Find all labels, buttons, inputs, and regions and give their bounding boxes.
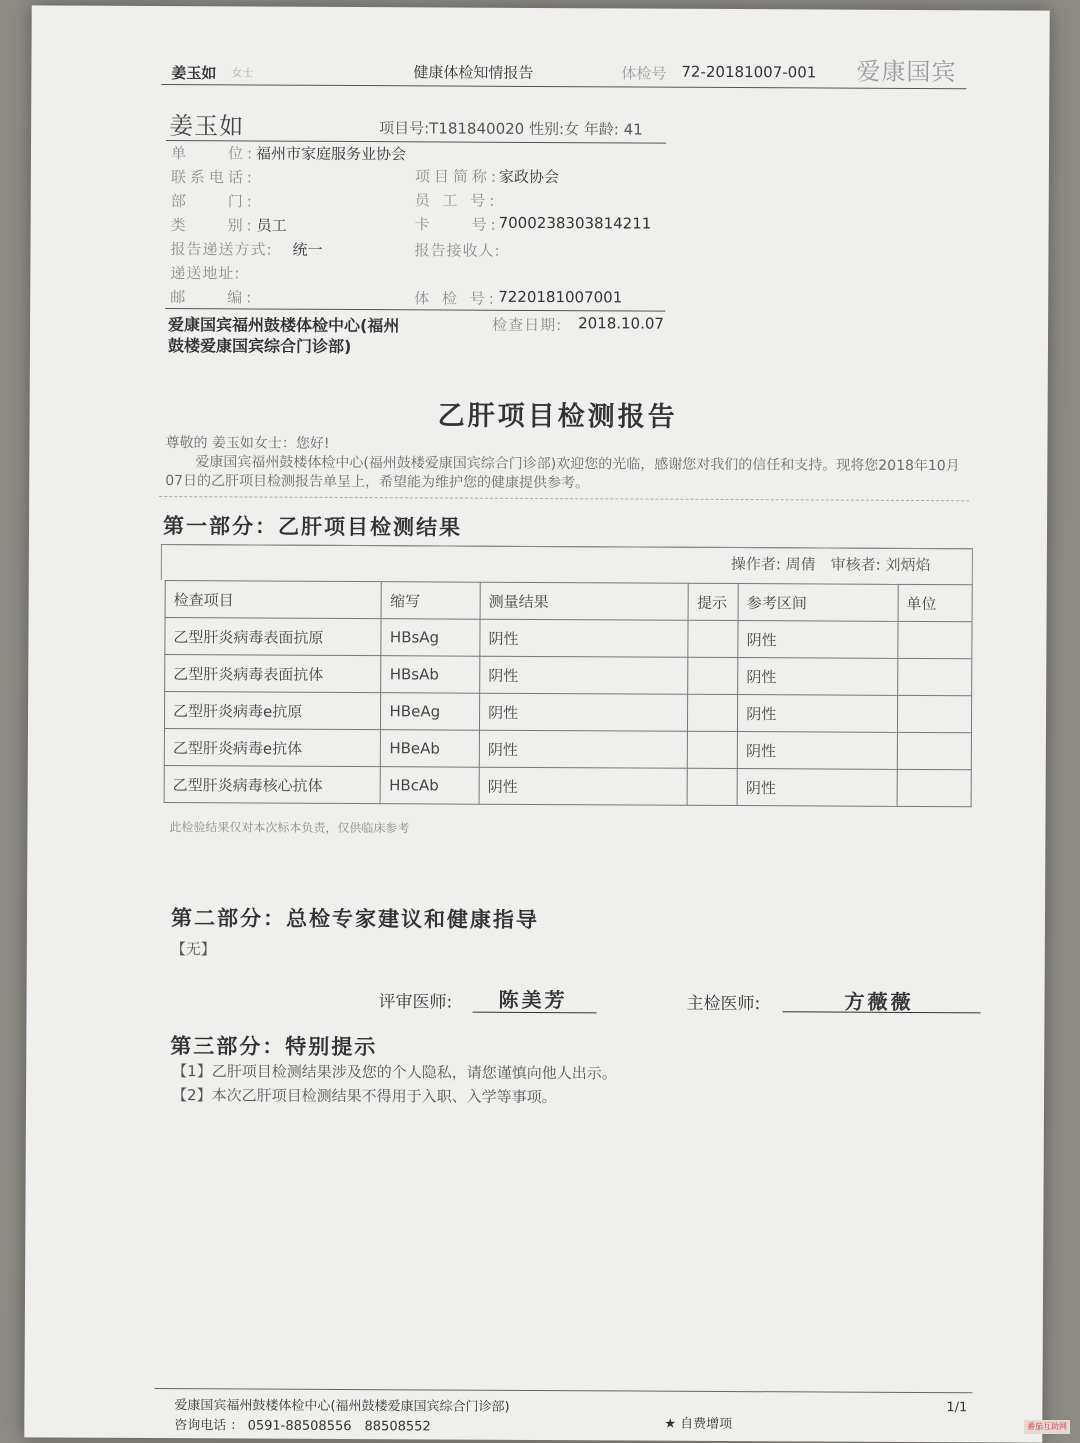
fields-divider [165, 308, 665, 312]
cell-ref: 阴性 [738, 621, 898, 659]
cell-item: 乙型肝炎病毒e抗原 [164, 692, 381, 730]
table-row [165, 618, 972, 659]
header-salutation: 女士 [231, 64, 253, 80]
reviewer-signature: 陈美芳 [498, 984, 567, 1013]
report-paper [24, 5, 1049, 1442]
cell-result: 阴性 [479, 730, 688, 768]
part2-content: 【无】 [171, 938, 216, 959]
card-label: 卡 号: [415, 213, 500, 234]
table-header-row [165, 581, 972, 622]
phone-label: 联系电话: [171, 166, 256, 187]
category-value: 员工 [257, 215, 287, 236]
footer-divider [155, 1388, 973, 1393]
col-header-hint: 提示 [688, 583, 738, 620]
staff-label: 员 工 号: [415, 189, 499, 210]
footer-phone: 咨询电话 ： 0591-88508556 88508552 [174, 1414, 430, 1434]
postcode-label: 邮 编: [170, 286, 255, 307]
part2-title: 第二部分：总检专家建议和健康指导 [171, 902, 539, 934]
cell-hint [688, 657, 738, 694]
cell-unit [897, 658, 971, 695]
customer-name: 姜玉如 [169, 106, 244, 141]
table-row [164, 692, 971, 733]
cell-result: 阴性 [480, 656, 689, 694]
cell-abbr: HBsAg [381, 619, 480, 657]
cell-hint [688, 694, 738, 731]
report-title: 乙肝项目检测报告 [438, 393, 678, 433]
part3-title: 第三部分：特别提示 [170, 1030, 377, 1061]
greeting: 尊敬的 姜玉如女士：您好! [165, 434, 329, 454]
cell-ref: 阴性 [737, 732, 897, 770]
cell-item: 乙型肝炎病毒表面抗原 [165, 618, 382, 656]
cell-hint [688, 620, 738, 657]
table-row [165, 655, 972, 696]
cell-result: 阴性 [479, 767, 688, 805]
category-label: 类 别: [171, 214, 256, 235]
part1-title: 第一部分：乙肝项目检测结果 [163, 510, 462, 542]
cell-item: 乙型肝炎病毒核心抗体 [164, 766, 381, 804]
chief-signature: 方薇薇 [844, 986, 913, 1015]
project-value: 家政协会 [499, 166, 559, 187]
cell-abbr: HBcAb [381, 767, 480, 805]
address-label: 递送地址: [170, 262, 240, 283]
self-pay-note: ★ 自费增项 [664, 1413, 732, 1432]
cell-ref: 阴性 [737, 769, 897, 807]
examno-label: 体 检 号: [414, 287, 498, 308]
dept-label: 部 门: [171, 190, 256, 211]
report-type: 健康体检知情报告 [413, 61, 533, 83]
exam-no-label: 体检号 [621, 62, 666, 83]
cell-item: 乙型肝炎病毒e抗体 [164, 729, 381, 767]
org-name: 爱康国宾福州鼓楼体检中心(福州鼓楼爱康国宾综合门诊部) [168, 314, 413, 357]
col-header-abbr: 缩写 [382, 582, 481, 620]
col-header-ref: 参考区间 [738, 584, 898, 622]
table-row [164, 729, 971, 770]
cell-unit [897, 695, 971, 732]
project-label: 项目简称: [415, 165, 500, 186]
footer-org: 爱康国宾福州鼓楼体检中心(福州鼓楼爱康国宾综合门诊部) [174, 1394, 509, 1415]
chief-label: 主检医师: [686, 989, 760, 1014]
table-row [164, 766, 971, 807]
results-table [164, 580, 973, 807]
reviewer-line [472, 1012, 596, 1014]
header-divider [161, 84, 966, 89]
header-name: 姜玉如 [171, 62, 216, 83]
part3-note-2: 【2】本次乙肝项目检测结果不得用于入职、入学等事项。 [172, 1084, 557, 1107]
delivery-value: 统一 [292, 239, 322, 260]
customer-info: 项目号:T181840020 性别:女 年龄: 41 [379, 117, 643, 139]
page-number: 1/1 [946, 1400, 967, 1415]
unit-value: 福州市家庭服务业协会 [256, 143, 406, 165]
table-note: 此检验结果仅对本次标本负责，仅供临床参考 [169, 818, 409, 836]
examno-value: 7220181007001 [498, 288, 622, 307]
exam-no: 72-20181007-001 [681, 63, 816, 82]
operator-info: 操作者: 周倩 审核者: 刘炳焰 [731, 553, 931, 575]
part3-note-1: 【1】乙肝项目检测结果涉及您的个人隐私，请您谨慎向他人出示。 [172, 1060, 617, 1083]
cell-hint [687, 768, 737, 805]
cell-item: 乙型肝炎病毒表面抗体 [165, 655, 382, 693]
date-label: 检查日期: [492, 314, 562, 335]
delivery-label: 报告递送方式: [170, 238, 272, 260]
intro-divider [159, 496, 969, 501]
cell-abbr: HBeAg [381, 693, 480, 731]
cell-result: 阴性 [480, 693, 689, 731]
col-header-item: 检查项目 [165, 581, 382, 619]
intro-paragraph: 爱康国宾福州鼓楼体检中心(福州鼓楼爱康国宾综合门诊部)欢迎您的光临，感谢您对我们的信任和支持。现将您2018年10月07日的乙肝项目检测报告单呈上，希望能为维护您的健康提供参考。 [165, 453, 969, 495]
cell-unit [897, 769, 971, 806]
cell-hint [688, 731, 738, 768]
cell-ref: 阴性 [738, 658, 898, 696]
cell-result: 阴性 [480, 619, 689, 657]
cell-abbr: HBeAb [381, 730, 480, 768]
date-value: 2018.10.07 [578, 314, 664, 332]
watermark-stamp: 番茄互助网 [1024, 1420, 1070, 1434]
col-header-result: 测量结果 [480, 582, 689, 620]
receiver-label: 报告接收人: [414, 239, 500, 260]
unit-label: 单 位: [171, 142, 256, 163]
brand-logo: 爱康国宾 [856, 52, 956, 88]
col-header-unit: 单位 [898, 584, 972, 621]
cell-ref: 阴性 [738, 695, 898, 733]
reviewer-label: 评审医师: [378, 987, 452, 1012]
cell-unit [897, 732, 971, 769]
card-value: 7000238303814211 [499, 214, 652, 233]
cell-unit [898, 621, 972, 658]
cell-abbr: HBsAb [381, 656, 480, 694]
